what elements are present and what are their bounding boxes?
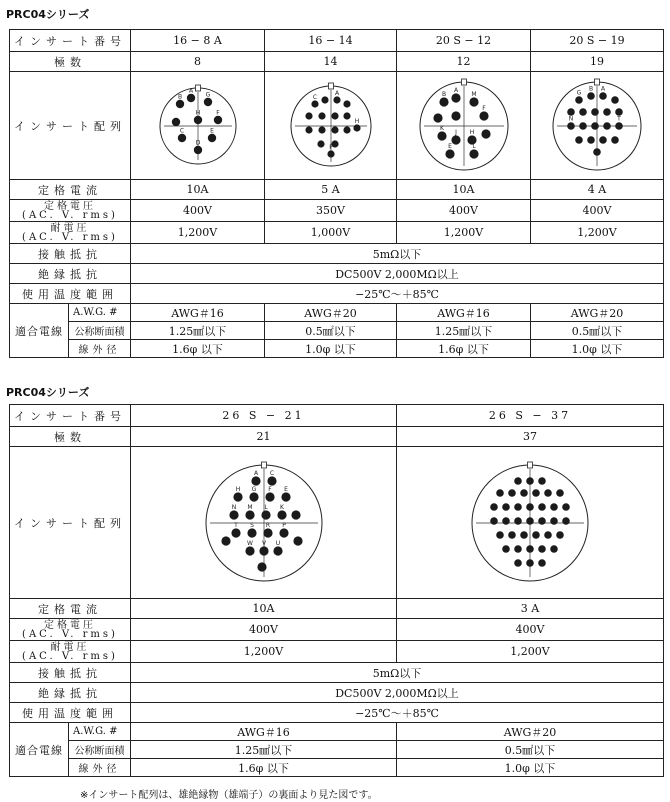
- contact-resistance-cell: 5mΩ以下: [131, 663, 664, 683]
- insert-diagram-cell: [531, 72, 664, 180]
- contact-pin: [538, 517, 546, 525]
- label-rated-voltage-sub: (AC. V. rms): [22, 628, 118, 640]
- outer-diameter-cell: 1.6φ 以下: [131, 759, 397, 777]
- poles-cell: 12: [397, 52, 531, 72]
- contact-pin: [514, 517, 522, 525]
- contact-pin: [433, 113, 442, 122]
- rated-current-cell: 10A: [131, 599, 397, 619]
- rated-voltage-cell: 400V: [397, 619, 664, 641]
- contact-pin: [481, 129, 490, 138]
- contact-pin: [591, 122, 599, 130]
- contact-pin-letter: E: [209, 126, 214, 134]
- contact-pin: [259, 546, 268, 555]
- label-insulation-resistance: 絶縁抵抗: [10, 264, 131, 284]
- contact-pin-letter: S: [249, 521, 254, 529]
- insert-no-cell: 26 S − 21: [131, 405, 397, 427]
- keyway-mark: [595, 79, 600, 85]
- contact-pin: [175, 99, 183, 107]
- contact-pin-letter: M: [246, 503, 253, 511]
- poles-cell: 37: [397, 427, 664, 447]
- insert-no-cell: 26 S − 37: [397, 405, 664, 427]
- poles-cell: 19: [531, 52, 664, 72]
- contact-pin: [544, 531, 552, 539]
- contact-pin-letter: K: [279, 503, 284, 511]
- contact-pin: [305, 126, 312, 133]
- contact-pin-letter: C: [269, 469, 274, 477]
- contact-pin: [502, 517, 510, 525]
- label-rated-voltage-main: 定格電圧: [44, 619, 96, 631]
- contact-pin-letter: A: [600, 85, 606, 93]
- contact-pin: [526, 545, 534, 553]
- contact-pin: [193, 115, 201, 123]
- label-cross-section: 公称断面積: [69, 322, 131, 340]
- rated-current-cell: 10A: [397, 180, 531, 200]
- cross-section-cell: 1.25㎟以下: [397, 322, 531, 340]
- withstand-voltage-cell: 1,200V: [131, 641, 397, 663]
- contact-pin: [451, 135, 460, 144]
- contact-pin-letter: J: [454, 128, 457, 136]
- contact-pin: [575, 136, 583, 144]
- label-withstand-voltage-main: 耐電圧: [50, 641, 90, 653]
- cross-section-cell: 0.5㎟以下: [397, 741, 664, 759]
- outer-diameter-cell: 1.6φ 以下: [397, 340, 531, 358]
- insert-diagram-cell: [397, 72, 531, 180]
- label-outer-diameter: 線外径: [69, 340, 131, 358]
- contact-pin: [502, 503, 510, 511]
- contact-pin: [579, 122, 587, 130]
- contact-pin: [603, 108, 611, 116]
- contact-pin-letter: H: [469, 128, 474, 136]
- label-temperature-range: 使用温度範囲: [10, 284, 131, 304]
- contact-pin: [526, 559, 534, 567]
- section-title: PRC04シリーズ: [6, 8, 90, 21]
- contact-pin: [193, 145, 201, 153]
- contact-pin-letter: F: [267, 485, 272, 493]
- label-withstand-voltage: [10, 222, 131, 244]
- contact-pin: [233, 492, 242, 501]
- contact-pin: [575, 96, 583, 104]
- contact-pin: [318, 112, 325, 119]
- contact-pin: [305, 112, 312, 119]
- insert-no-cell: 20 S − 19: [531, 30, 664, 52]
- rated-voltage-cell: 400V: [131, 619, 397, 641]
- cross-section-cell: 0.5㎟以下: [531, 322, 664, 340]
- contact-pin-letter: G: [576, 89, 582, 97]
- insert-diagram-cell: [265, 72, 397, 180]
- contact-pin: [615, 108, 623, 116]
- label-contact-resistance: 接触抵抗: [10, 663, 131, 683]
- contact-pin: [538, 559, 546, 567]
- contact-pin: [490, 503, 498, 511]
- contact-pin: [317, 140, 324, 147]
- contact-pin: [343, 112, 350, 119]
- contact-pin: [520, 489, 528, 497]
- contact-pin: [611, 96, 619, 104]
- contact-pin: [261, 510, 270, 519]
- contact-resistance-cell: 5mΩ以下: [131, 244, 664, 264]
- insulation-resistance-cell: DC500V 2,000MΩ以上: [131, 683, 664, 703]
- insert-layout-diagram: [153, 81, 243, 171]
- contact-pin: [593, 148, 601, 156]
- contact-pin: [273, 546, 282, 555]
- contact-pin: [550, 545, 558, 553]
- contact-pin: [538, 477, 546, 485]
- contact-pin: [331, 112, 338, 119]
- label-temperature-range: 使用温度範囲: [10, 703, 131, 723]
- contact-pin: [550, 517, 558, 525]
- contact-pin: [508, 531, 516, 539]
- label-poles: 極数: [10, 427, 131, 447]
- contact-pin-letter: V: [261, 539, 266, 547]
- keyway-mark: [195, 85, 200, 91]
- contact-pin: [538, 545, 546, 553]
- contact-pin: [437, 131, 446, 140]
- contact-pin: [526, 503, 534, 511]
- rated-current-cell: 4 A: [531, 180, 664, 200]
- contact-pin: [321, 96, 328, 103]
- label-withstand-voltage-main: 耐電圧: [50, 222, 90, 234]
- outer-diameter-cell: 1.0φ 以下: [397, 759, 664, 777]
- contact-pin: [587, 92, 595, 100]
- contact-pin: [207, 133, 215, 141]
- contact-pin-letter: M: [470, 90, 477, 98]
- contact-pin: [579, 108, 587, 116]
- contact-pin-letter: C: [179, 126, 184, 134]
- keyway-mark: [261, 462, 266, 468]
- awg-cell: AWG＃16: [131, 723, 397, 741]
- contact-pin: [567, 122, 575, 130]
- contact-pin: [514, 477, 522, 485]
- contact-pin: [213, 115, 221, 123]
- withstand-voltage-cell: 1,200V: [531, 222, 664, 244]
- insert-layout-diagram: [283, 78, 379, 174]
- label-insert-no: インサート番号: [10, 30, 131, 52]
- contact-pin: [544, 489, 552, 497]
- cross-section-cell: 1.25㎟以下: [131, 322, 265, 340]
- contact-pin-letter: G: [205, 90, 210, 98]
- rated-current-cell: 10A: [131, 180, 265, 200]
- contact-pin-letter: T: [617, 115, 621, 123]
- awg-cell: AWG＃16: [131, 304, 265, 322]
- awg-cell: AWG＃20: [531, 304, 664, 322]
- contact-pin-letter: B: [441, 90, 446, 98]
- rated-current-cell: 5 A: [265, 180, 397, 200]
- spec-table-1: [9, 29, 664, 358]
- label-awg: A.W.G. #: [69, 723, 131, 741]
- contact-pin: [508, 489, 516, 497]
- contact-pin-letter: H: [195, 108, 200, 116]
- contact-pin: [445, 149, 454, 158]
- awg-cell: AWG＃16: [397, 304, 531, 322]
- label-rated-current: 定格電流: [10, 599, 131, 619]
- contact-pin: [291, 510, 300, 519]
- contact-pin: [245, 546, 254, 555]
- contact-pin: [247, 528, 256, 537]
- label-rated-voltage-sub: (AC. V. rms): [22, 209, 118, 221]
- insert-diagram-cell: [131, 72, 265, 180]
- label-insulation-resistance: 絶縁抵抗: [10, 683, 131, 703]
- contact-pin: [263, 528, 272, 537]
- contact-pin-letter: N: [568, 115, 574, 123]
- contact-pin-letter: C: [312, 93, 317, 101]
- contact-pin: [520, 531, 528, 539]
- contact-pin: [587, 136, 595, 144]
- poles-cell: 21: [131, 427, 397, 447]
- insert-diagram-cell: [397, 447, 664, 599]
- temperature-range-cell: −25℃～＋85℃: [131, 284, 664, 304]
- contact-pin: [257, 562, 266, 571]
- contact-pin: [203, 97, 211, 105]
- awg-cell: AWG＃20: [265, 304, 397, 322]
- awg-cell: AWG＃20: [397, 723, 664, 741]
- label-wire: 適合電線: [10, 304, 69, 358]
- contact-pin: [439, 97, 448, 106]
- keyway-mark: [328, 83, 333, 89]
- keyway-mark: [461, 79, 466, 85]
- label-withstand-voltage-sub: (AC. V. rms): [22, 650, 118, 662]
- contact-pin-letter: L: [471, 142, 476, 150]
- cross-section-cell: 0.5㎟以下: [265, 322, 397, 340]
- rated-voltage-cell: 400V: [131, 200, 265, 222]
- contact-pin: [514, 559, 522, 567]
- contact-pin-letter: N: [231, 503, 236, 511]
- insert-layout-diagram: [465, 458, 595, 588]
- contact-pin-letter: L: [263, 503, 268, 511]
- rated-current-cell: 3 A: [397, 599, 664, 619]
- label-rated-current: 定格電流: [10, 180, 131, 200]
- contact-pin-letter: A: [453, 86, 458, 94]
- contact-pin-letter: H: [354, 117, 359, 125]
- contact-pin: [343, 126, 350, 133]
- label-contact-resistance: 接触抵抗: [10, 244, 131, 264]
- contact-pin: [526, 477, 534, 485]
- contact-pin: [327, 150, 334, 157]
- contact-pin: [177, 133, 185, 141]
- keyway-mark: [528, 462, 533, 468]
- contact-pin: [532, 489, 540, 497]
- insert-diagram-cell: [131, 447, 397, 599]
- contact-pin: [333, 96, 340, 103]
- contact-pin-letter: D: [195, 138, 200, 146]
- contact-pin: [532, 531, 540, 539]
- label-poles: 極数: [10, 52, 131, 72]
- insert-layout-diagram: [547, 76, 647, 176]
- contact-pin-letter: F: [481, 104, 486, 112]
- contact-pin-letter: A: [334, 89, 339, 97]
- label-rated-voltage: [10, 619, 131, 641]
- withstand-voltage-cell: 1,200V: [131, 222, 265, 244]
- contact-pin: [343, 100, 350, 107]
- contact-pin-letter: B: [588, 85, 594, 93]
- contact-pin: [281, 492, 290, 501]
- contact-pin: [221, 536, 230, 545]
- contact-pin: [550, 503, 558, 511]
- contact-pin: [279, 528, 288, 537]
- insert-no-cell: 20 S − 12: [397, 30, 531, 52]
- contact-pin: [567, 108, 575, 116]
- contact-pin: [186, 93, 194, 101]
- contact-pin: [490, 517, 498, 525]
- insulation-resistance-cell: DC500V 2,000MΩ以上: [131, 264, 664, 284]
- contact-pin: [599, 136, 607, 144]
- contact-pin: [514, 503, 522, 511]
- contact-pin: [231, 528, 240, 537]
- label-layout: インサート配列: [10, 447, 131, 599]
- insert-no-cell: 16 − 14: [265, 30, 397, 52]
- poles-cell: 8: [131, 52, 265, 72]
- contact-pin-letter: A: [253, 469, 258, 477]
- insert-layout-diagram: [199, 458, 329, 588]
- contact-pin: [556, 531, 564, 539]
- contact-pin: [469, 149, 478, 158]
- contact-pin-letter: W: [246, 539, 253, 547]
- section-title: PRC04シリーズ: [6, 386, 90, 399]
- contact-pin: [249, 492, 258, 501]
- contact-pin: [591, 108, 599, 116]
- contact-pin-letter: F: [215, 108, 220, 116]
- outer-diameter-cell: 1.0φ 以下: [265, 340, 397, 358]
- contact-pin-letter: E: [447, 142, 452, 150]
- label-withstand-voltage: [10, 641, 131, 663]
- contact-pin: [251, 476, 260, 485]
- contact-pin-letter: P: [281, 521, 286, 529]
- contact-pin: [293, 536, 302, 545]
- contact-pin-letter: H: [235, 485, 240, 493]
- contact-pin: [311, 100, 318, 107]
- label-layout: インサート配列: [10, 72, 131, 180]
- insert-no-cell: 16 − 8 A: [131, 30, 265, 52]
- withstand-voltage-cell: 1,200V: [397, 641, 664, 663]
- contact-pin: [171, 117, 179, 125]
- contact-pin: [318, 126, 325, 133]
- contact-pin-letter: K: [439, 124, 444, 132]
- withstand-voltage-cell: 1,000V: [265, 222, 397, 244]
- contact-pin: [469, 97, 478, 106]
- contact-pin: [615, 122, 623, 130]
- contact-pin: [514, 545, 522, 553]
- contact-pin: [599, 92, 607, 100]
- contact-pin: [331, 126, 338, 133]
- outer-diameter-cell: 1.0φ 以下: [531, 340, 664, 358]
- contact-pin: [526, 517, 534, 525]
- contact-pin: [562, 517, 570, 525]
- rated-voltage-cell: 400V: [531, 200, 664, 222]
- footnote: ※インサート配列は、雄絶縁物（雄端子）の裏面より見た図です。: [80, 790, 378, 801]
- rated-voltage-cell: 350V: [265, 200, 397, 222]
- cross-section-cell: 1.25㎟以下: [131, 741, 397, 759]
- contact-pin: [479, 111, 488, 120]
- contact-pin-letter: F: [328, 143, 333, 151]
- temperature-range-cell: −25℃～＋85℃: [131, 703, 664, 723]
- label-wire: 適合電線: [10, 723, 69, 777]
- label-insert-no: インサート番号: [10, 405, 131, 427]
- contact-pin-letter: R: [265, 521, 270, 529]
- label-outer-diameter: 線外径: [69, 759, 131, 777]
- contact-pin: [562, 503, 570, 511]
- contact-pin-letter: G: [251, 485, 256, 493]
- label-cross-section: 公称断面積: [69, 741, 131, 759]
- spec-table-2: [9, 404, 664, 777]
- contact-pin: [267, 476, 276, 485]
- contact-pin: [353, 124, 360, 131]
- contact-pin-letter: T: [233, 521, 238, 529]
- contact-pin: [611, 136, 619, 144]
- contact-pin: [496, 489, 504, 497]
- outer-diameter-cell: 1.6φ 以下: [131, 340, 265, 358]
- contact-pin-letter: E: [283, 485, 288, 493]
- contact-pin-letter: U: [275, 539, 280, 547]
- contact-pin: [229, 510, 238, 519]
- contact-pin: [556, 489, 564, 497]
- label-rated-voltage: [10, 200, 131, 222]
- contact-pin-letter: A: [188, 86, 193, 94]
- rated-voltage-cell: 400V: [397, 200, 531, 222]
- contact-pin-letter: B: [177, 92, 182, 100]
- contact-pin: [265, 492, 274, 501]
- label-withstand-voltage-sub: (AC. V. rms): [22, 231, 118, 243]
- label-rated-voltage-main: 定格電圧: [44, 200, 96, 212]
- contact-pin: [502, 545, 510, 553]
- contact-pin: [496, 531, 504, 539]
- withstand-voltage-cell: 1,200V: [397, 222, 531, 244]
- poles-cell: 14: [265, 52, 397, 72]
- contact-pin: [603, 122, 611, 130]
- label-awg: A.W.G. #: [69, 304, 131, 322]
- contact-pin: [451, 93, 460, 102]
- contact-pin: [245, 510, 254, 519]
- contact-pin: [451, 111, 460, 120]
- contact-pin: [538, 503, 546, 511]
- contact-pin: [277, 510, 286, 519]
- insert-layout-diagram: [414, 76, 514, 176]
